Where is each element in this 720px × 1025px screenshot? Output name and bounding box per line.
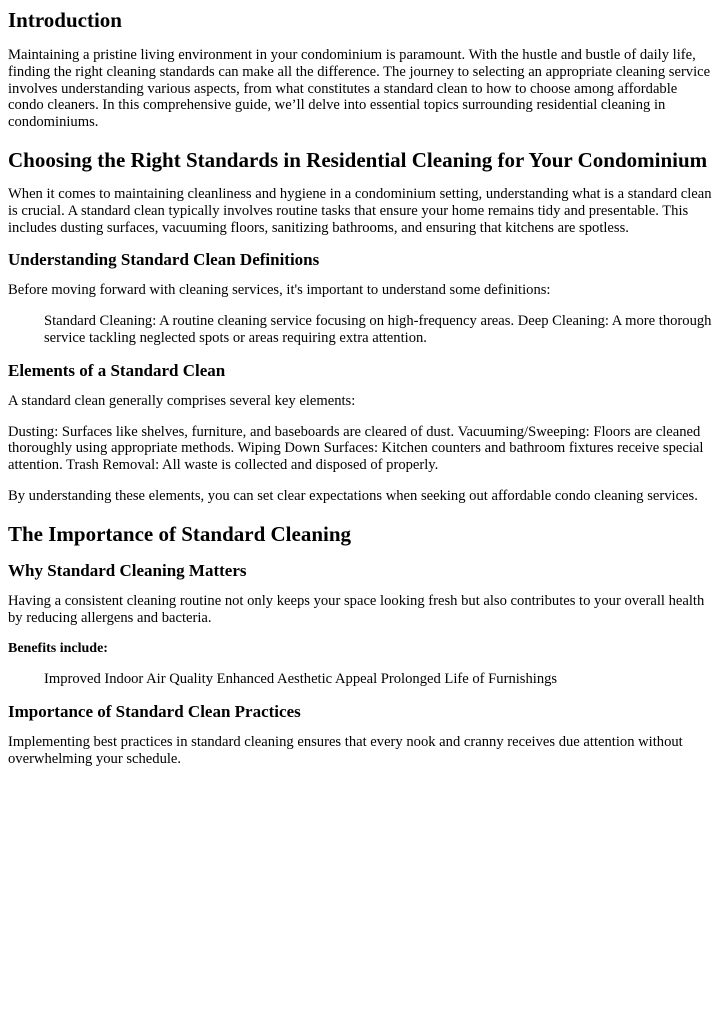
benefits-heading: Benefits include: [8, 641, 108, 657]
elements-list-paragraph: Dusting: Surfaces like shelves, furniture, and baseboards are cleared of dust. Vacuuming/Sweeping: Floors are cleaned thoroughly using appropriate methods. Wiping Down Surfaces: Kitchen counters and bathroom fixtures receive special attention. Trash Removal: All waste is collected and disposed of properly. [8, 423, 704, 474]
definitions-paragraph: Before moving forward with cleaning services, it's important to understand some definitions: [8, 282, 551, 299]
choosing-standards-heading: Choosing the Right Standards in Residential Cleaning for Your Condominium [8, 147, 708, 172]
definitions-quote: Standard Cleaning: A routine cleaning service focusing on high-frequency areas. Deep Cleaning: A more thorough service tackling neglected spots or areas requiring extra attention. [44, 313, 712, 346]
why-matters-heading: Why Standard Cleaning Matters [8, 560, 247, 580]
definitions-heading: Understanding Standard Clean Definitions [8, 250, 320, 270]
practices-heading: Importance of Standard Clean Practices [8, 702, 301, 722]
benefits-quote: Improved Indoor Air Quality Enhanced Aesthetic Appeal Prolonged Life of Furnishings [44, 671, 558, 688]
elements-intro-paragraph: A standard clean generally comprises several key elements: [8, 392, 356, 409]
why-matters-paragraph: Having a consistent cleaning routine not only keeps your space looking fresh but also contributes to your overall health by reducing allergens and bacteria. [8, 592, 705, 626]
article [0, 8, 712, 768]
choosing-standards-paragraph: When it comes to maintaining cleanliness and hygiene in a condominium setting, understanding what is a standard clean is crucial. A standard clean typically involves routine tasks that ensure your home remains tidy and presentable. This includes dusting surfaces, vacuuming floors, sanitizing bathrooms, and ensuring that kitchens are spotless. [8, 185, 712, 236]
intro-heading: Introduction [8, 8, 122, 32]
elements-summary-paragraph: By understanding these elements, you can set clear expectations when seeking out affordable condo cleaning services. [8, 487, 698, 504]
importance-heading: The Importance of Standard Cleaning [8, 521, 352, 546]
intro-paragraph: Maintaining a pristine living environment in your condominium is paramount. With the hustle and bustle of daily life, finding the right cleaning standards can make all the difference. The journey to selecting an appropriate cleaning service involves understanding various aspects, from what constitutes a standard clean to how to choose among affordable condo cleaners. In this comprehensive guide, we’ll delve into essential topics surrounding residential cleaning in condominiums. [8, 47, 711, 131]
practices-paragraph: Implementing best practices in standard cleaning ensures that every nook and cranny receives due attention without overwhelming your schedule. [8, 734, 683, 767]
elements-heading: Elements of a Standard Clean [8, 360, 226, 380]
